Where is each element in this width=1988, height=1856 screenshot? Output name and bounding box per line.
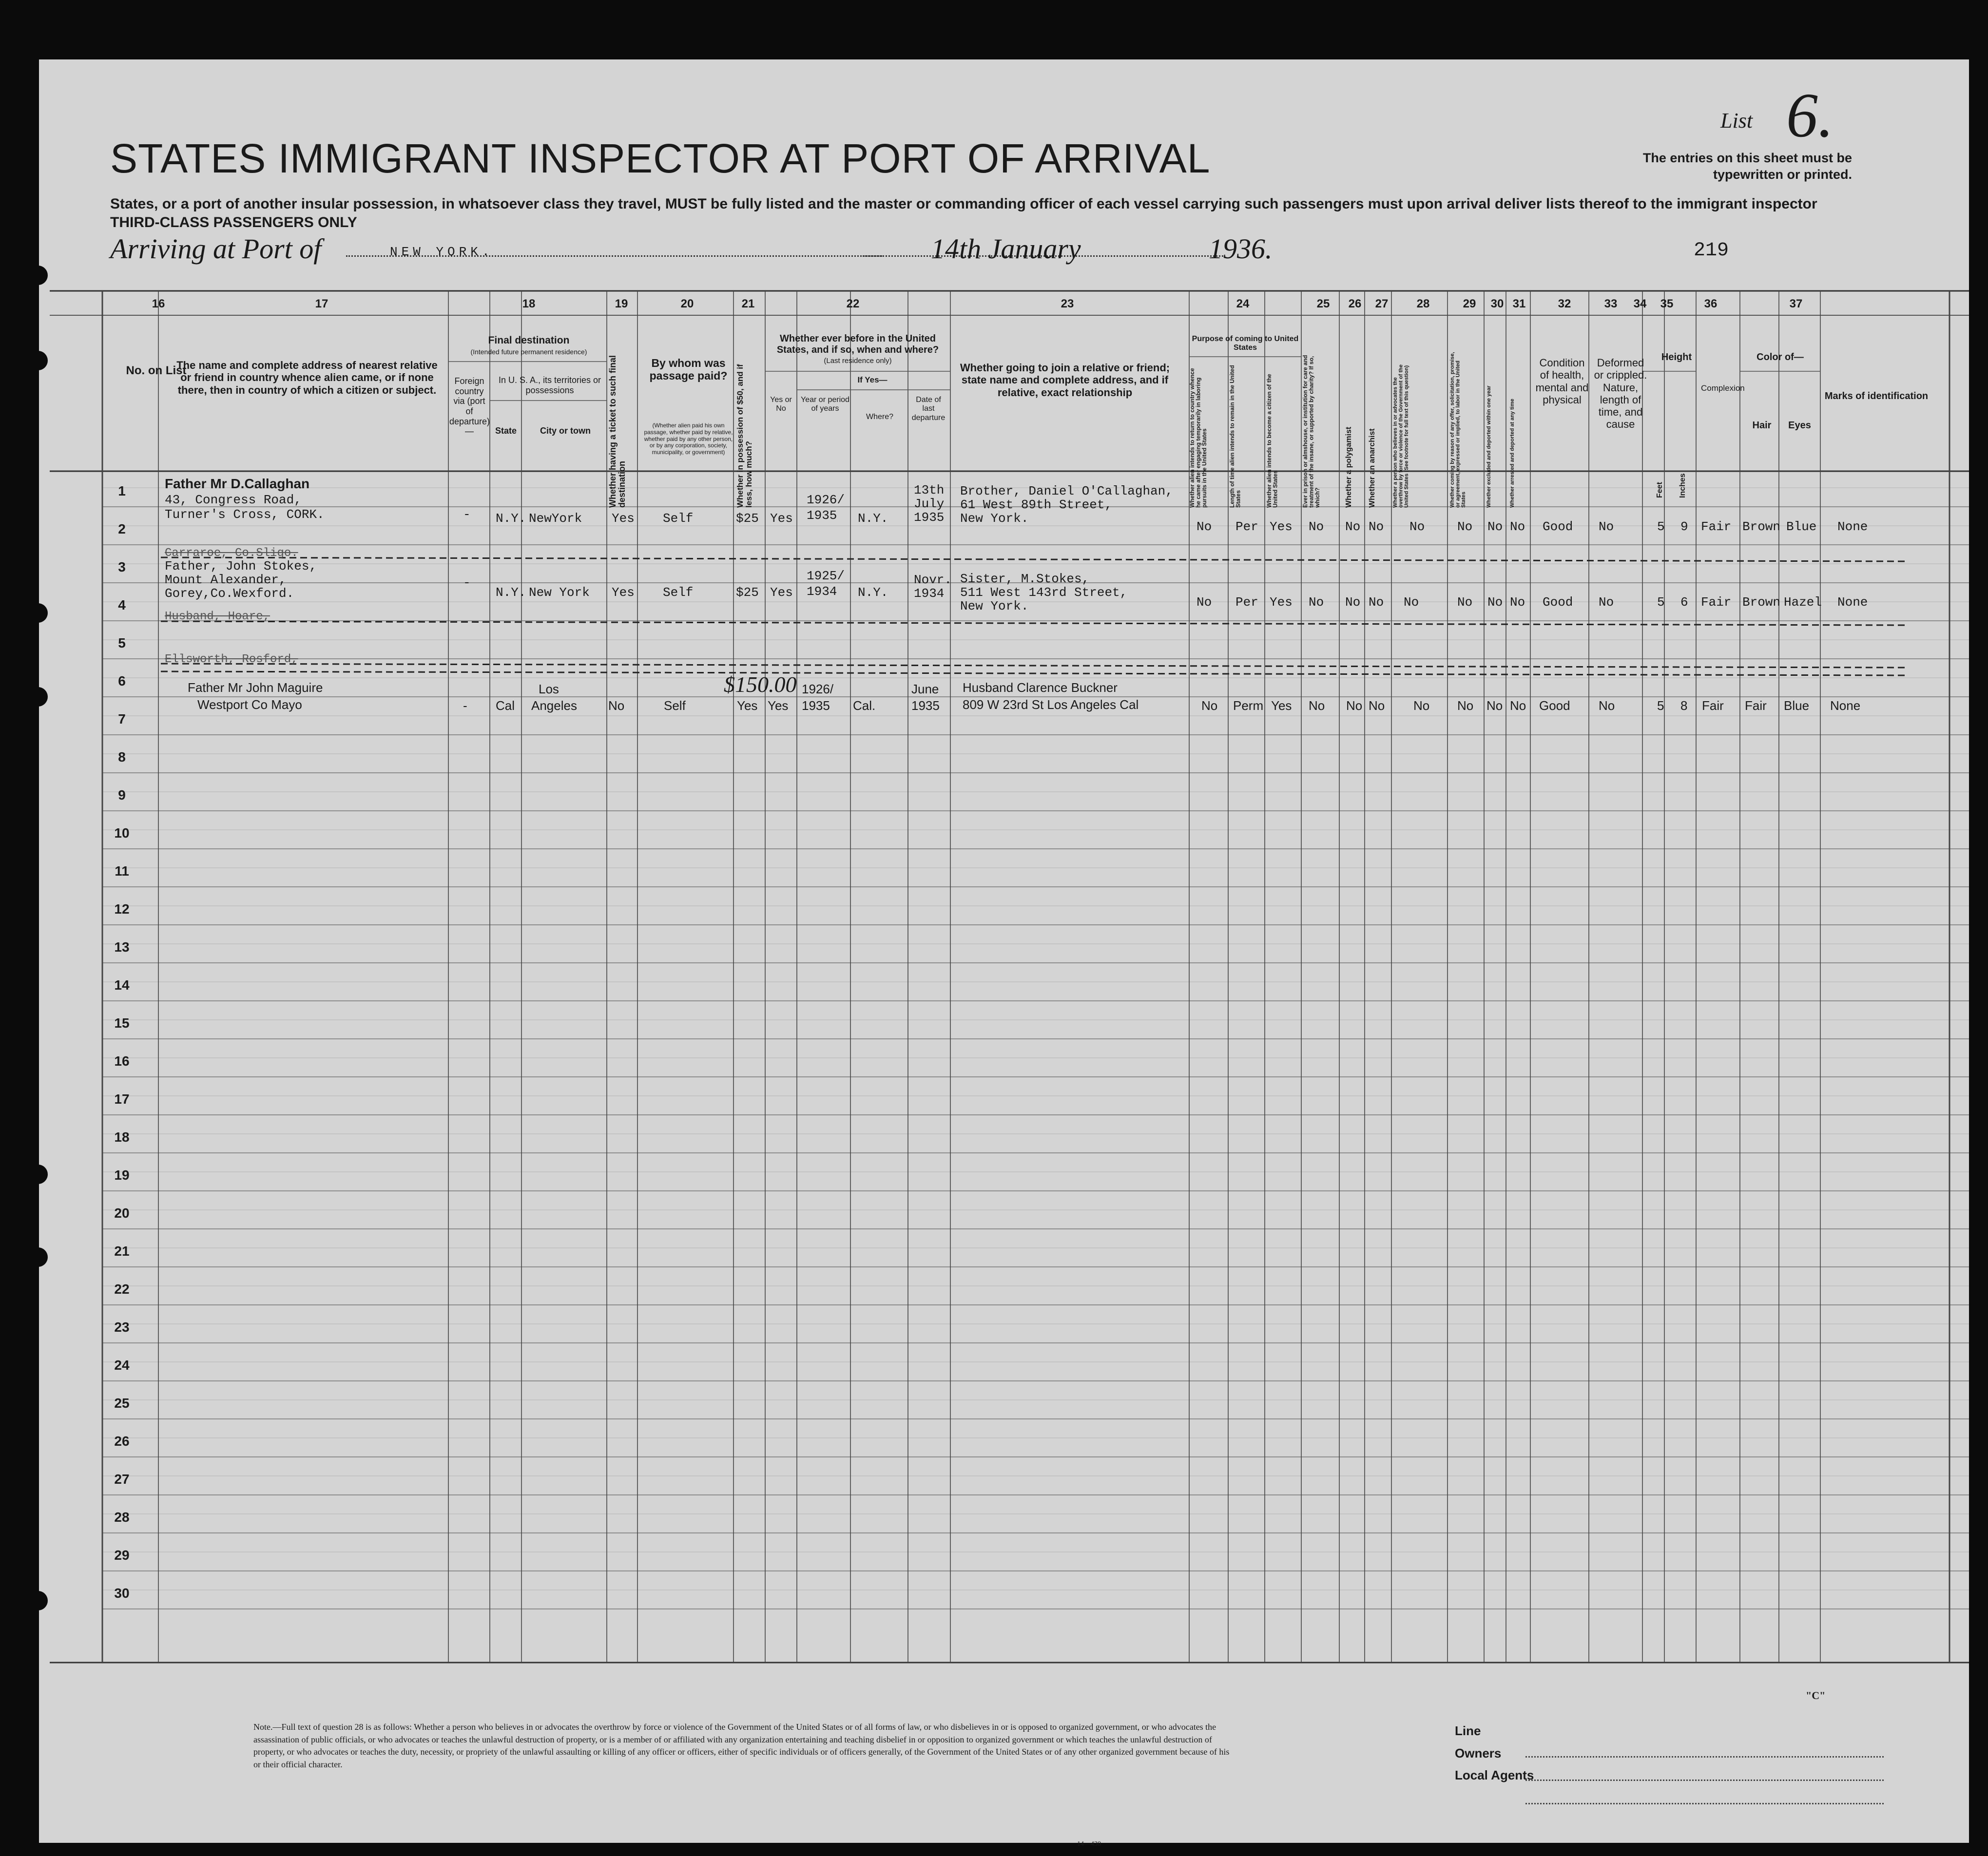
r1-period-2: 1935 (807, 508, 837, 523)
row-number: 19 (114, 1167, 130, 1183)
footer-dotted-lines (1525, 1734, 1884, 1804)
port-name: NEW YORK. (390, 245, 494, 259)
r1-address-1: 43, Congress Road, (165, 493, 302, 507)
instructions-line: States, or a port of another insular possession, in whatsoever class they travel, MUST be fully listed and the master or commanding officer of each vessel carrying such passengers must upon arrival deliver lists thereof to the immigrant inspector (110, 196, 1817, 212)
row-number: 1 (118, 483, 126, 498)
punch-hole (28, 1247, 48, 1267)
r6-departure-2: 1935 (911, 698, 940, 713)
colnum-32: 32 (1558, 297, 1571, 310)
r6-purpose-citizen: Yes (1271, 698, 1292, 713)
header-purpose-return: Whether alien intends to return to country whence he came after engaging temporarily in laboring pursuits in the United States (1189, 368, 1208, 508)
header-before-in-us-sub: (Last residence only) (824, 357, 892, 365)
row-number: 14 (114, 977, 130, 993)
r3-anarchist: No (1369, 595, 1384, 610)
colnum-16: 16 (152, 297, 165, 310)
header-final-destination: Final destination (488, 335, 570, 346)
r3-purpose-citizen: Yes (1270, 595, 1293, 610)
r6-polygamist: No (1346, 698, 1363, 713)
row-number: 16 (114, 1053, 130, 1069)
r6-join-1: Husband Clarence Buckner (963, 680, 1118, 695)
r1-join-1: Brother, Daniel O'Callaghan, (960, 484, 1173, 498)
form-code: 14—430 (1077, 1840, 1101, 1848)
header-color: Color of— (1756, 352, 1804, 363)
colnum-30: 30 (1490, 297, 1504, 310)
r1-labor-offer: No (1457, 519, 1473, 534)
r1-inches: 9 (1680, 519, 1688, 534)
row-number: 23 (114, 1320, 130, 1335)
row-number: 29 (114, 1548, 130, 1563)
header-excluded: Whether excluded and deported within one year (1486, 385, 1492, 508)
r6-deformed: No (1599, 698, 1615, 713)
row-number: 27 (114, 1472, 130, 1487)
colnum-29: 29 (1463, 297, 1476, 310)
r3-overthrow: No (1404, 595, 1419, 610)
header-passage-paid-note: (Whether alien paid his own passage, whether paid by relative, whether paid by any other person, or by any corporation, society, municipality, or government) (644, 422, 733, 456)
header-prison: Ever in prison or almshouse, or institution for care and treatment of the insane, or supported by charity? If so, which? (1302, 355, 1321, 508)
r1-feet: 5 (1657, 519, 1665, 534)
r3-marks: None (1837, 595, 1868, 610)
r6-labor-offer: No (1457, 698, 1474, 713)
r6-inches: 8 (1680, 698, 1688, 713)
r6-departure-1: June (911, 682, 939, 696)
r6-money-yes: Yes (737, 698, 758, 713)
r6-join-2: 809 W 23rd St Los Angeles Cal (963, 697, 1139, 712)
row-number: 4 (118, 597, 126, 612)
colnum-31: 31 (1512, 297, 1526, 310)
r1-departure-2: July (914, 497, 945, 511)
r3-state: N.Y. (496, 585, 526, 600)
header-eyes: Eyes (1788, 420, 1811, 431)
r6-purpose-length: Perm (1233, 698, 1264, 713)
r3-hair: Brown (1742, 595, 1781, 610)
header-departure-date: Date of last departure (911, 396, 946, 422)
header-if-yes: If Yes— (857, 375, 888, 384)
class-line: THIRD-CLASS PASSENGERS ONLY (110, 214, 357, 230)
header-in-usa: In U. S. A., its territories or possessions (498, 375, 601, 395)
row-number: 25 (114, 1396, 130, 1411)
row-number: 13 (114, 939, 130, 955)
r3-purpose-return: No (1197, 595, 1212, 610)
footer-agents-label: Local Agents (1455, 1768, 1534, 1782)
r1-before: Yes (770, 511, 793, 526)
r3-before: Yes (770, 585, 793, 600)
row-number: 10 (114, 825, 130, 841)
r3-join-3: New York. (960, 599, 1029, 613)
r3-join-1: Sister, M.Stokes, (960, 572, 1090, 586)
list-note: The entries on this sheet must be typewritten or printed. (1642, 151, 1852, 182)
r6-health: Good (1539, 698, 1570, 713)
r3-address-1: Mount Alexander, (165, 573, 287, 587)
header-purpose-length: Length of time alien intends to remain in the United States (1229, 365, 1242, 508)
r1-purpose-length: Per (1235, 519, 1258, 534)
punch-hole (28, 687, 48, 707)
header-purpose-citizen: Whether alien intends to become a citizen of the United States (1266, 374, 1279, 508)
header-feet: Feet (1656, 482, 1664, 498)
r6-hair: Fair (1745, 698, 1767, 713)
row-number: 3 (118, 559, 126, 574)
r1-purpose-return: No (1197, 519, 1212, 534)
r3-purpose-length: Per (1235, 595, 1258, 610)
header-complexion: Complexion (1701, 383, 1745, 393)
r3-arrested: No (1510, 595, 1525, 610)
r3-relative: Father, John Stokes, (165, 559, 317, 574)
r6-overthrow: No (1413, 698, 1430, 713)
colnum-35: 35 (1660, 297, 1674, 310)
r1-polygamist: No (1345, 519, 1361, 534)
header-final-destination-sub: (Intended future permanent residence) (470, 348, 587, 356)
r6-city-2: Angeles (531, 698, 577, 713)
r3-period-1: 1925/ (807, 569, 845, 583)
r1-prison: No (1309, 519, 1324, 534)
r6-period-1: 1926/ (802, 682, 834, 696)
r6-ticket: No (608, 698, 625, 713)
header-height: Height (1661, 352, 1692, 363)
punch-hole (28, 351, 48, 370)
r3-labor-offer: No (1457, 595, 1473, 610)
row-number: 2 (118, 521, 126, 536)
r6-purpose-return: No (1201, 698, 1218, 713)
r1-overthrow: No (1409, 519, 1425, 534)
r1-foreign: - (463, 507, 471, 522)
header-city: City or town (540, 426, 591, 436)
page-number: 219 (1694, 240, 1729, 262)
r6-excluded: No (1486, 698, 1503, 713)
colnum-17: 17 (315, 297, 328, 310)
strike-through-line (161, 621, 1906, 625)
r3-join-2: 511 West 143rd Street, (960, 585, 1128, 600)
row-number: 20 (114, 1205, 130, 1221)
header-state: State (495, 426, 517, 436)
r6-before: Yes (768, 698, 789, 713)
r1-excluded: No (1487, 519, 1503, 534)
colnum-27: 27 (1375, 297, 1389, 310)
row-number: 5 (118, 635, 126, 651)
row-number: 8 (118, 749, 126, 765)
punch-hole (28, 1591, 48, 1610)
footnote-question-28: Note.—Full text of question 28 is as follows: Whether a person who believes in or advocates the overthrow by force or violence of the Government of the United States or of all forms of law, or who disbelieves in or is opposed to organized government, or who advocates the assassination of public officials, or who advocates or teaches the unlawful destruction of property, or is a member of or affiliated with any organization entertaining and teaching disbelief in or opposition to organized government or which teaches the unlawful destruction of property, or who advocates or teaches the duty, necessity, or propriety of the unlawful assaulting or killing of any officer or officers, either of specific individuals or of officers generally, of the Government of the United States or of any other organized government because of his or their official character. (253, 1722, 1230, 1769)
strike-through-line (161, 664, 1906, 668)
header-foreign-country: Foreign country via (port of departure)— (449, 376, 490, 437)
colnum-37: 37 (1789, 297, 1803, 310)
colnum-19: 19 (615, 297, 628, 310)
colnum-22: 22 (846, 297, 860, 310)
r1-eyes: Blue (1786, 519, 1817, 534)
row-number: 18 (114, 1129, 130, 1145)
r1-anarchist: No (1369, 519, 1384, 534)
page-title: STATES IMMIGRANT INSPECTOR AT PORT OF ARRIVAL (110, 135, 1211, 181)
r6-complexion: Fair (1702, 698, 1724, 713)
row-number: 15 (114, 1015, 130, 1031)
list-number: 6. (1786, 80, 1834, 151)
port-label: Arriving at Port of (110, 233, 322, 265)
header-anarchist: Whether an anarchist (1368, 428, 1376, 508)
header-ticket: Whether having a ticket to such final destination (608, 355, 627, 508)
r6-period-2: 1935 (802, 698, 830, 713)
header-period: Year or period of years (801, 396, 849, 413)
r3-feet: 5 (1657, 595, 1665, 610)
r3-foreign: - (463, 575, 471, 590)
row-number: 26 (114, 1434, 130, 1449)
list-label: List (1720, 109, 1753, 133)
colnum-20: 20 (680, 297, 694, 310)
arrival-year: 1936. (1209, 233, 1273, 265)
row-number: 7 (118, 711, 126, 727)
colnum-24: 24 (1236, 297, 1250, 310)
r2-struck-entry: Carraroe, Co.Sligo. (165, 547, 298, 560)
row-number: 9 (118, 787, 126, 803)
r1-city: NewYork (529, 511, 582, 526)
r6-foreign: - (463, 698, 467, 713)
r6-prison: No (1309, 698, 1325, 713)
r6-paid: Self (664, 698, 686, 713)
row-number: 11 (115, 863, 129, 879)
r6-city-1: Los (539, 682, 559, 696)
header-list-number: No. on List (126, 364, 187, 377)
r1-complexion: Fair (1701, 519, 1732, 534)
manifest-sheet (39, 59, 1969, 1848)
row-number: 12 (114, 901, 130, 917)
r3-complexion: Fair (1701, 595, 1732, 610)
r3-where: N.Y. (858, 585, 888, 600)
r6-state: Cal (496, 698, 515, 713)
r3-address-2: Gorey,Co.Wexford. (165, 586, 294, 601)
r3-departure-1: Novr. (914, 573, 952, 587)
r4-struck-entry: Husband, Hoare, (165, 610, 270, 623)
r6-eyes: Blue (1784, 698, 1810, 713)
r3-paid: Self (663, 585, 694, 600)
header-inches: Inches (1679, 473, 1687, 498)
colnum-18: 18 (522, 297, 536, 310)
header-relative: The name and complete address of nearest relative or friend in country whence alien came, or if none there, then in country of which a citizen or subject. (176, 359, 438, 396)
r1-state: N.Y. (496, 511, 526, 526)
r1-ticket: Yes (612, 511, 635, 526)
r1-period-1: 1926/ (807, 493, 845, 507)
header-health: Condition of health, mental and physical (1535, 357, 1589, 406)
header-overthrow: Whether a person who believes in or advocates the overthrow by force or violence of the Government of the United States (See footnote for full text of this question) (1392, 364, 1410, 508)
r1-where: N.Y. (858, 511, 888, 526)
footer-stamp: "C" (1806, 1689, 1826, 1702)
header-money: Whether in possession of $50, and if less, how much? (735, 364, 753, 508)
colnum-34: 34 (1633, 297, 1647, 310)
footer-owners-label: Owners (1455, 1745, 1502, 1760)
strike-through-line (161, 671, 1906, 675)
r1-join-2: 61 West 89th Street, (960, 497, 1113, 512)
r3-eyes: Hazel (1784, 595, 1822, 610)
header-before-in-us: Whether ever before in the United States, and if so, when and where? (776, 333, 939, 355)
r6-feet: 5 (1657, 698, 1664, 713)
footer-signatures (1455, 1720, 1534, 1787)
r1-join-3: New York. (960, 511, 1029, 526)
header-yes-no: Yes or No (770, 396, 792, 413)
r3-departure-2: 1934 (914, 586, 945, 601)
colnum-25: 25 (1316, 297, 1330, 310)
header-where: Where? (866, 413, 894, 421)
row-number: 28 (114, 1510, 130, 1525)
r1-departure-1: 13th (914, 483, 945, 497)
header-arrested: Whether arrested and deported at any time (1509, 399, 1515, 508)
r6-relative: Father Mr John Maguire (188, 680, 323, 695)
header-hair: Hair (1752, 420, 1772, 431)
r3-excluded: No (1487, 595, 1503, 610)
header-polygamist: Whether a polygamist (1345, 426, 1353, 508)
r3-deformed: No (1599, 595, 1614, 610)
r1-purpose-citizen: Yes (1270, 519, 1293, 534)
r3-money: $25 (736, 585, 759, 600)
colnum-23: 23 (1061, 297, 1074, 310)
r1-arrested: No (1510, 519, 1525, 534)
header-join-relative: Whether going to join a relative or friend; state name and complete address, and if relative, exact relationship (960, 362, 1170, 399)
strike-through-line (161, 557, 1906, 561)
row-number: 21 (114, 1244, 130, 1259)
arrival-date: 14th January (931, 233, 1081, 265)
r3-period-2: 1934 (807, 584, 837, 599)
colnum-26: 26 (1348, 297, 1362, 310)
header-labor-offer: Whether coming by reason of any offer, solicitation, promise, or agreement, expressed or implied, to labor in the United States (1449, 352, 1467, 508)
r3-ticket: Yes (612, 585, 635, 600)
r1-paid: Self (663, 511, 694, 526)
r6-money: $150.00 (724, 672, 797, 697)
r1-hair: Brown (1742, 519, 1781, 534)
r1-money: $25 (736, 511, 759, 526)
table-grid (39, 59, 1969, 1843)
header-purpose: Purpose of coming to United States (1192, 335, 1299, 352)
punch-hole (28, 1165, 48, 1184)
r3-prison: No (1309, 595, 1324, 610)
r1-relative: Father Mr D.Callaghan (165, 476, 310, 491)
colnum-33: 33 (1604, 297, 1618, 310)
header-marks: Marks of identification (1824, 391, 1929, 402)
header-deformed: Deformed or crippled. Nature, length of time, and cause (1594, 357, 1647, 431)
r6-where: Cal. (853, 698, 876, 713)
r3-health: Good (1543, 595, 1573, 610)
r3-inches: 6 (1680, 595, 1688, 610)
colnum-28: 28 (1416, 297, 1430, 310)
row-number: 30 (114, 1586, 130, 1601)
r1-marks: None (1837, 519, 1868, 534)
r1-health: Good (1543, 519, 1573, 534)
r1-deformed: No (1599, 519, 1614, 534)
footer-line-label: Line (1455, 1723, 1481, 1738)
colnum-21: 21 (741, 297, 755, 310)
row-number: 6 (118, 673, 126, 689)
r6-marks: None (1830, 698, 1861, 713)
r5-struck-entry: Ellsworth, Rosford, (165, 653, 298, 666)
r6-address-1: Westport Co Mayo (197, 697, 302, 712)
r1-address-2: Turner's Cross, CORK. (165, 507, 325, 522)
header-passage-paid: By whom was passage paid? (649, 357, 728, 383)
r3-city: New York (529, 585, 590, 600)
row-number: 22 (114, 1282, 130, 1297)
punch-hole (28, 603, 48, 623)
r1-departure-3: 1935 (914, 510, 945, 525)
row-number: 24 (114, 1358, 130, 1373)
colnum-36: 36 (1704, 297, 1718, 310)
punch-hole (28, 266, 48, 285)
r6-arrested: No (1510, 698, 1526, 713)
r3-polygamist: No (1345, 595, 1361, 610)
row-number: 17 (114, 1091, 130, 1107)
r6-anarchist: No (1369, 698, 1385, 713)
